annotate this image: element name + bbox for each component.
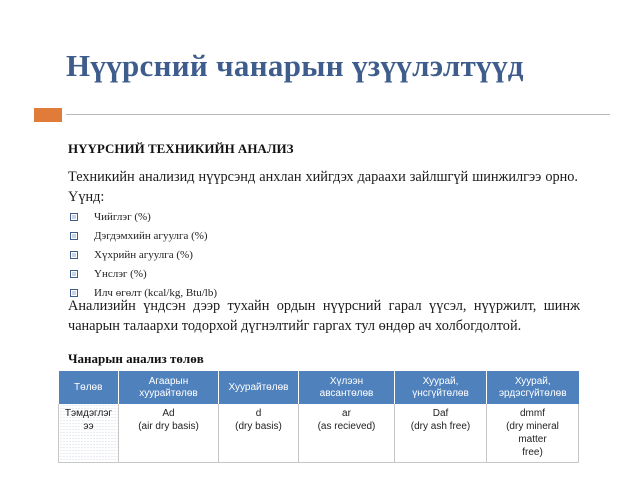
table-header-row — [59, 371, 579, 404]
bullet-text: Чийглэг (%) — [94, 210, 151, 223]
header-line: Хуурай, үнсгүй — [412, 375, 459, 399]
bullet-item — [70, 264, 217, 283]
cell-dry — [219, 404, 299, 463]
cell-line: Daf — [432, 408, 449, 419]
cell-line: d — [255, 408, 262, 419]
bullet-text: Үнслэг (%) — [94, 267, 147, 280]
header-as-received — [299, 371, 395, 404]
cell-line: (dry basis) — [235, 421, 282, 432]
bullet-text: Дэгдэмхийн агуулга (%) — [94, 229, 208, 242]
intro-paragraph: Техникийн анализид нүүрсэнд анхлан хийгдэх дараахи зайлшгүй шинжилгээ орно. Үүнд: — [68, 169, 578, 205]
square-bullet-icon — [70, 251, 78, 259]
cell-line: dmmf — [520, 408, 545, 419]
cell-line: (air dry basis) — [138, 421, 199, 432]
cell-line: (as recieved) — [317, 421, 376, 432]
header-line: төлөв — [170, 387, 198, 399]
bullet-item — [70, 226, 217, 245]
title-rule — [66, 114, 610, 115]
cell-line: (dry mineral matter — [506, 421, 559, 445]
header-dry-mineral-free — [487, 371, 579, 404]
square-bullet-icon — [70, 213, 78, 221]
header-line: Хуурай, эрдэсгүй — [498, 375, 551, 399]
cell-as-received — [299, 404, 395, 463]
quality-basis-table — [58, 371, 579, 463]
bullet-list — [70, 207, 217, 302]
square-bullet-icon — [70, 270, 78, 278]
cell-line: (dry ash free) — [410, 421, 471, 432]
header-air-dry — [119, 371, 219, 404]
section-heading: НҮҮРСНИЙ ТЕХНИКИЙН АНАЛИЗ — [68, 141, 294, 156]
analysis-paragraph: Анализийн үндсэн дээр тухайн ордын нүүрсний гарал үүсэл, нүүржилт, шинж чанарын талаархи тодорхой дүгнэлтийг гаргах тул өндөр ач холбогдолтой. — [68, 298, 580, 334]
header-line: төлөв — [441, 387, 469, 399]
bullet-item — [70, 207, 217, 226]
square-bullet-icon — [70, 232, 78, 240]
slide-title: Нүүрсний чанарын үзүүлэлтүүд — [66, 48, 524, 83]
header-dry — [219, 371, 299, 404]
header-state — [59, 371, 119, 404]
cell-dry-mineral-free — [487, 404, 579, 463]
cell-line: Ad — [162, 408, 175, 419]
header-line: төлөв — [346, 387, 374, 399]
header-line: төлөв — [261, 381, 289, 393]
bullet-item — [70, 245, 217, 264]
cell-line: Тэмдэглэг — [64, 408, 113, 419]
cell-dry-ash-free — [395, 404, 487, 463]
header-line: Төлөв — [74, 381, 103, 393]
cell-line: ar — [342, 408, 351, 419]
header-line: Хүлээн авсан — [319, 375, 364, 399]
header-line: төлөв — [539, 387, 567, 399]
header-line: Хуурай — [228, 381, 262, 393]
accent-block — [34, 108, 62, 122]
bullet-text: Илч өгөлт (kcal/kg, Btu/lb) — [94, 286, 217, 299]
bullet-text: Хүхрийн агуулга (%) — [94, 248, 193, 261]
header-line: Агаарын хуурай — [139, 375, 189, 399]
table-heading: Чанарын анализ төлөв — [68, 351, 204, 366]
cell-symbol-label — [59, 404, 119, 463]
table-row — [59, 404, 579, 463]
cell-air-dry — [119, 404, 219, 463]
cell-line: free) — [522, 447, 543, 458]
header-dry-ash-free — [395, 371, 487, 404]
cell-line: ээ — [83, 421, 94, 432]
